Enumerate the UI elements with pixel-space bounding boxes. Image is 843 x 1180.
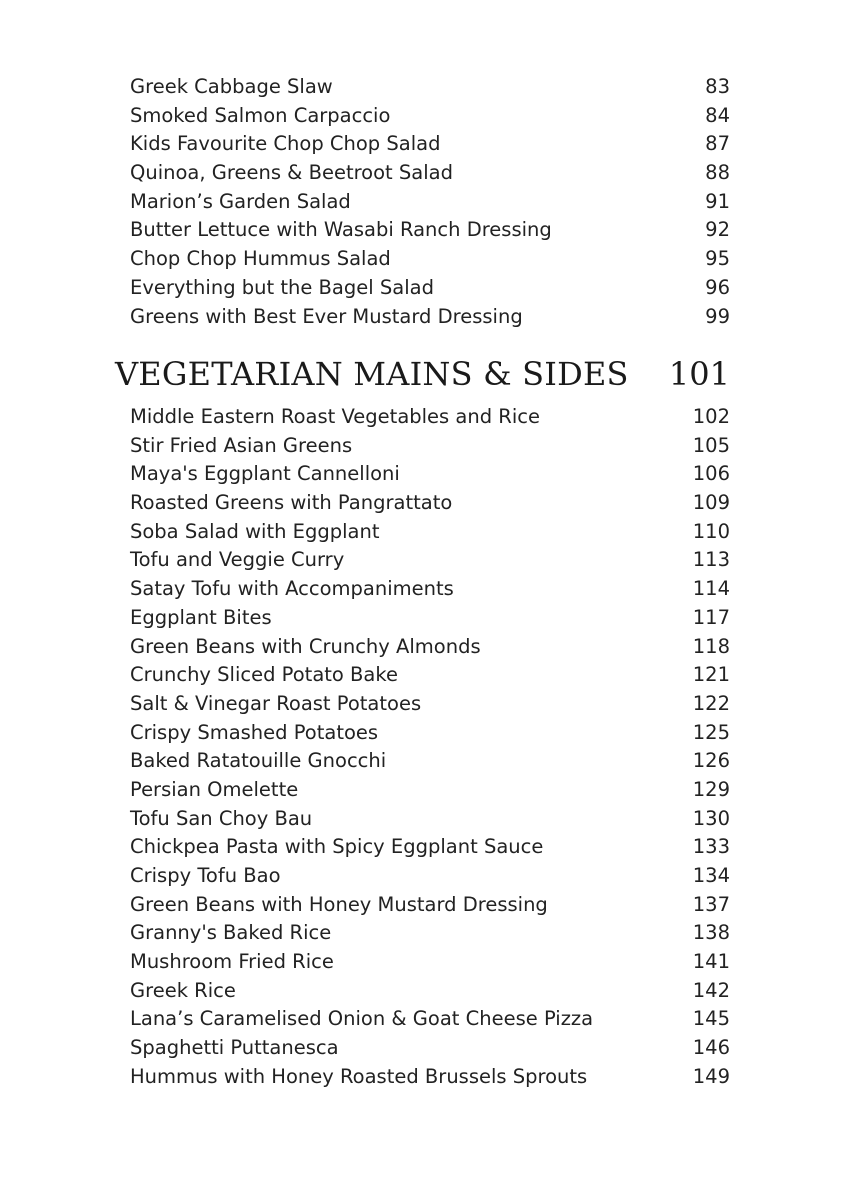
entry-title: Green Beans with Crunchy Almonds	[130, 634, 481, 658]
toc-entry[interactable]	[0, 73, 843, 102]
entry-title: Marion’s Garden Salad	[130, 189, 351, 213]
section-heading-title: VEGETARIAN MAINS & SIDES	[115, 355, 629, 393]
entry-title: Lana’s Caramelised Onion & Goat Cheese Pizza	[130, 1007, 594, 1031]
toc-entry[interactable]	[0, 776, 843, 805]
entry-page-number: 149	[692, 1064, 730, 1088]
entry-page-number: 83	[705, 75, 730, 98]
entry-page-number: 110	[692, 519, 730, 543]
salads-entry-list	[0, 73, 843, 331]
entry-title: Crispy Tofu Bao	[130, 864, 281, 887]
entry-title: Greens with Best Ever Mustard Dressing	[130, 304, 523, 328]
entry-title: Everything but the Bagel Salad	[130, 275, 434, 299]
entry-page-number: 133	[692, 835, 730, 859]
entry-page-number: 105	[692, 433, 730, 457]
entry-title: Eggplant Bites	[130, 605, 272, 629]
toc-entry[interactable]	[0, 862, 843, 891]
entry-page-number: 87	[705, 132, 730, 156]
toc-entry[interactable]	[0, 690, 843, 719]
section-heading[interactable]	[0, 352, 843, 396]
entry-page-number: 125	[692, 720, 730, 744]
entry-title: Granny's Baked Rice	[130, 921, 332, 945]
entry-title: Roasted Greens with Pangrattato	[130, 491, 453, 515]
toc-entry[interactable]	[0, 102, 843, 131]
toc-entry[interactable]	[0, 747, 843, 776]
toc-entry[interactable]	[0, 403, 843, 432]
toc-entry[interactable]	[0, 518, 843, 547]
entry-page-number: 106	[692, 462, 730, 486]
entry-title: Butter Lettuce with Wasabi Ranch Dressing	[130, 218, 552, 242]
entry-title: Greek Cabbage Slaw	[130, 75, 333, 98]
entry-page-number: 88	[705, 161, 730, 185]
entry-title: Tofu and Veggie Curry	[130, 548, 345, 572]
entry-page-number: 145	[692, 1007, 730, 1031]
entry-page-number: 117	[692, 605, 730, 629]
entry-title: Tofu San Choy Bau	[130, 806, 313, 830]
entry-title: Baked Ratatouille Gnocchi	[130, 749, 387, 773]
entry-title: Middle Eastern Roast Vegetables and Rice	[130, 405, 540, 428]
entry-page-number: 91	[705, 189, 730, 213]
entry-page-number: 137	[692, 892, 730, 916]
toc-entry[interactable]	[0, 460, 843, 489]
entry-page-number: 109	[692, 491, 730, 515]
entry-title: Stir Fried Asian Greens	[130, 433, 353, 457]
toc-entry[interactable]	[0, 948, 843, 977]
entry-title: Soba Salad with Eggplant	[130, 519, 380, 543]
entry-page-number: 114	[692, 577, 730, 601]
entry-page-number: 122	[692, 691, 730, 715]
entry-page-number: 95	[705, 247, 730, 271]
toc-entry[interactable]	[0, 1005, 843, 1034]
entry-title: Persian Omelette	[130, 777, 299, 801]
entry-title: Chop Chop Hummus Salad	[130, 247, 391, 271]
entry-page-number: 113	[692, 548, 730, 572]
toc-entry[interactable]	[0, 805, 843, 834]
entry-page-number: 141	[692, 950, 730, 974]
toc-entry[interactable]	[0, 661, 843, 690]
entry-page-number: 118	[692, 634, 730, 658]
entry-page-number: 129	[692, 777, 730, 801]
entry-title: Chickpea Pasta with Spicy Eggplant Sauce	[130, 835, 544, 859]
toc-entry[interactable]	[0, 216, 843, 245]
toc-entry[interactable]	[0, 188, 843, 217]
entry-page-number: 92	[705, 218, 730, 242]
entry-title: Greek Rice	[130, 978, 236, 1002]
toc-entry[interactable]	[0, 575, 843, 604]
entry-page-number: 121	[692, 663, 730, 687]
toc-entry[interactable]	[0, 633, 843, 662]
toc-entry[interactable]	[0, 919, 843, 948]
entry-title: Kids Favourite Chop Chop Salad	[130, 132, 441, 156]
entry-title: Green Beans with Honey Mustard Dressing	[130, 892, 548, 916]
entry-title: Satay Tofu with Accompaniments	[130, 577, 454, 601]
entry-title: Crispy Smashed Potatoes	[130, 720, 379, 744]
vegetarian-section-header	[0, 352, 843, 396]
vegetarian-entry-list	[0, 403, 843, 1092]
toc-entry[interactable]	[0, 130, 843, 159]
toc-entry[interactable]	[0, 274, 843, 303]
toc-entry[interactable]	[0, 489, 843, 518]
entry-page-number: 84	[705, 103, 730, 127]
entry-title: Hummus with Honey Roasted Brussels Sprouts	[130, 1064, 588, 1088]
toc-entry[interactable]	[0, 303, 843, 332]
entry-title: Crunchy Sliced Potato Bake	[130, 663, 398, 687]
entry-title: Quinoa, Greens & Beetroot Salad	[130, 161, 453, 185]
entry-title: Maya's Eggplant Cannelloni	[130, 462, 400, 486]
toc-entry[interactable]	[0, 1034, 843, 1063]
section-heading-page-number: 101	[668, 355, 730, 393]
toc-entry[interactable]	[0, 1063, 843, 1092]
entry-page-number: 142	[692, 978, 730, 1002]
entry-page-number: 99	[705, 304, 730, 328]
entry-page-number: 138	[692, 921, 730, 945]
entry-title: Smoked Salmon Carpaccio	[130, 103, 391, 127]
entry-page-number: 102	[692, 405, 730, 428]
toc-entry[interactable]	[0, 719, 843, 748]
toc-entry[interactable]	[0, 546, 843, 575]
toc-entry[interactable]	[0, 604, 843, 633]
entry-page-number: 96	[705, 275, 730, 299]
toc-entry[interactable]	[0, 245, 843, 274]
toc-entry[interactable]	[0, 891, 843, 920]
entry-title: Mushroom Fried Rice	[130, 950, 334, 974]
entry-page-number: 134	[692, 864, 730, 887]
toc-entry[interactable]	[0, 833, 843, 862]
toc-entry[interactable]	[0, 432, 843, 461]
entry-page-number: 126	[692, 749, 730, 773]
entry-title: Salt & Vinegar Roast Potatoes	[130, 691, 422, 715]
toc-entry[interactable]	[0, 159, 843, 188]
entry-page-number: 146	[692, 1036, 730, 1060]
entry-page-number: 130	[692, 806, 730, 830]
entry-title: Spaghetti Puttanesca	[130, 1036, 339, 1060]
toc-entry[interactable]	[0, 977, 843, 1006]
